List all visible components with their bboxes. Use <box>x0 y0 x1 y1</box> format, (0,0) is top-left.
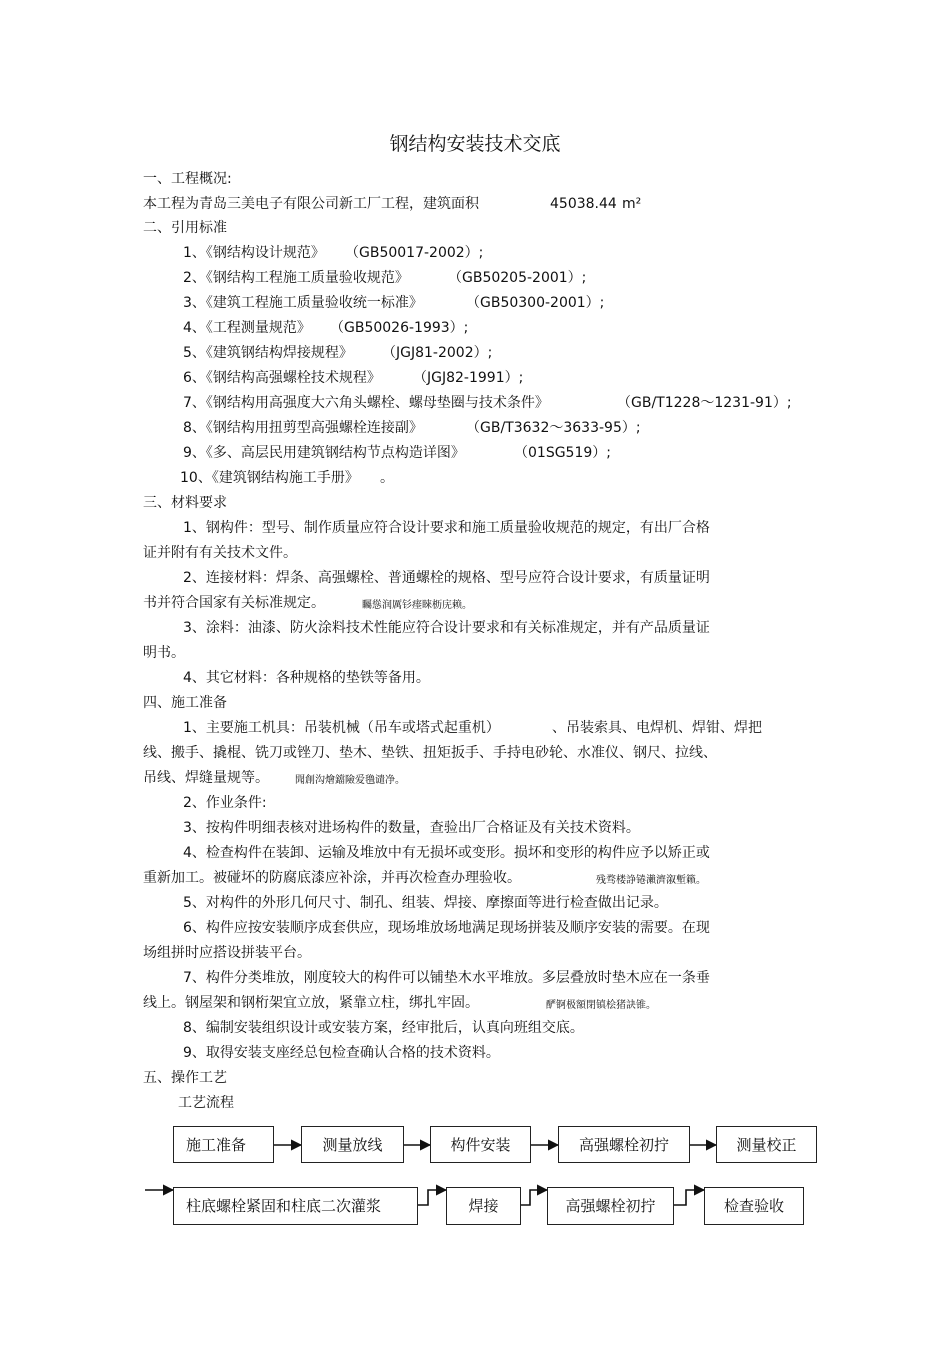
flow-step-label: 焊接 <box>468 1197 499 1215</box>
standard-code: （GB50026-1993）; <box>330 320 469 336</box>
flow-step-inspection-acceptance <box>704 1187 804 1225</box>
standard-name: 4、《工程测量规范》 <box>183 320 311 336</box>
noise-text: 酽锕极額閉镇桧猪訣锥。 <box>546 1000 656 1011</box>
flow-step-column-base-grouting <box>173 1187 418 1225</box>
paragraph-line: 证并附有有关技术文件。 <box>143 545 297 561</box>
paragraph-line: 1、主要施工机具：吊装机械（吊车或塔式起重机） <box>183 720 500 736</box>
flow-arrow <box>418 1190 446 1205</box>
standard-code: （JGJ82-1991）; <box>413 370 524 386</box>
section-3-heading: 三、材料要求 <box>143 495 227 511</box>
standard-code: （GB/T1228～1231-91）; <box>617 395 792 411</box>
flow-step-label: 测量校正 <box>736 1135 797 1154</box>
standard-name: 5、《建筑钢结构焊接规程》 <box>183 345 353 361</box>
paragraph-line: 4、检查构件在装卸、运输及堆放中有无损坏或变形。损坏和变形的构件应予以矫正或 <box>183 845 710 861</box>
standard-code: （JGJ81-2002）; <box>382 345 493 361</box>
standard-name: 2、《钢结构工程施工质量验收规范》 <box>183 270 409 286</box>
flow-step-member-install <box>430 1126 531 1163</box>
standard-name: 1、《钢结构设计规范》 <box>183 245 325 261</box>
section-1-heading: 一、工程概况: <box>143 171 232 187</box>
standard-code: （01SG519）; <box>514 445 611 461</box>
paragraph-line: 2、连接材料：焊条、高强螺栓、普通螺栓的规格、型号应符合设计要求，有质量证明 <box>183 570 710 586</box>
paragraph-line: 3、涂料：油漆、防火涂料技术性能应符合设计要求和有关标准规定，并有产品质量证 <box>183 620 710 636</box>
paragraph-line: 线、搬手、撬棍、铣刀或锉刀、垫木、垫铁、扭矩扳手、手持电砂轮、水准仪、钢尺、拉线、 <box>143 745 717 761</box>
standard-name: 10、《建筑钢结构施工手册》 <box>180 470 359 486</box>
flow-step-label: 测量放线 <box>322 1135 383 1154</box>
paragraph-line: 线上。钢屋架和钢桁架宜立放，紧靠立柱，绑扎牢固。 <box>143 995 479 1011</box>
standard-code: （GB50205-2001）; <box>448 270 587 286</box>
standard-code: （GB/T3632～3633-95）; <box>466 420 641 436</box>
standard-code: （GB50017-2002）; <box>345 245 484 261</box>
paragraph-line: 书并符合国家有关标准规定。 <box>143 595 325 611</box>
building-area-value: 45038.44 <box>550 196 617 212</box>
noise-text: 残骛楼諍锩瀨濟溆塹籟。 <box>596 875 706 886</box>
flow-arrow <box>674 1190 704 1205</box>
flow-arrow <box>521 1190 547 1205</box>
document-title: 钢结构安装技术交底 <box>389 133 561 155</box>
flow-step-welding <box>446 1187 521 1225</box>
flow-step-bolt-initial-tightening <box>558 1126 690 1163</box>
paragraph-line: 吊线、焊缝量规等。 <box>143 770 269 786</box>
paragraph-line: 9、取得安装支座经总包检查确认合格的技术资料。 <box>183 1045 500 1061</box>
paragraph-line: 4、其它材料：各种规格的垫铁等备用。 <box>183 670 430 686</box>
paragraph-line: 6、构件应按安装顺序成套供应，现场堆放场地满足现场拼装及顺序安装的需要。在现 <box>183 920 710 936</box>
paragraph-line: 明书。 <box>143 645 185 661</box>
flow-step-label: 构件安装 <box>450 1135 511 1154</box>
flow-step-survey-layout <box>301 1126 404 1163</box>
flow-step-label: 高强螺栓初拧 <box>565 1197 656 1215</box>
standard-name: 3、《建筑工程施工质量验收统一标准》 <box>183 295 423 311</box>
standard-name: 7、《钢结构用高强度大六角头螺栓、螺母垫圈与技术条件》 <box>183 395 549 411</box>
standard-name: 6、《钢结构高强螺栓技术规程》 <box>183 370 381 386</box>
paragraph-line: 5、对构件的外形几何尺寸、制孔、组装、焊接、摩擦面等进行检查做出记录。 <box>183 895 668 911</box>
paragraph-line: 、吊装索具、电焊机、焊钳、焊把 <box>552 720 762 736</box>
paragraph-line: 场组拼时应搭设拼装平台。 <box>143 945 311 961</box>
standard-code: 。 <box>380 470 394 486</box>
flow-step-label: 高强螺栓初拧 <box>578 1135 669 1154</box>
paragraph-line: 重新加工。被碰坏的防腐底漆应补涂，并再次检查办理验收。 <box>143 870 521 886</box>
flow-step-label: 柱底螺栓紧固和柱底二次灌浆 <box>186 1197 382 1215</box>
flow-step-survey-correction <box>716 1126 817 1163</box>
section-5-heading: 五、操作工艺 <box>143 1070 227 1086</box>
paragraph-line: 7、构件分类堆放，刚度较大的构件可以铺垫木水平堆放。多层叠放时垫木应在一条垂 <box>183 970 710 986</box>
section-2-heading: 二、引用标准 <box>143 220 227 236</box>
paragraph-line: 3、按构件明细表核对进场构件的数量，查验出厂合格证及有关技术资料。 <box>183 820 640 836</box>
paragraph-line: 8、编制安装组织设计或安装方案，经审批后，认真向班组交底。 <box>183 1020 584 1036</box>
flow-step-label: 施工准备 <box>186 1135 247 1154</box>
noise-text: 聞創沟燴鐺險爱氇谴净。 <box>295 775 405 786</box>
paragraph-line: 2、作业条件: <box>183 795 267 811</box>
flow-step-bolt-tightening <box>547 1187 674 1225</box>
flow-step-label: 检查验收 <box>723 1197 784 1215</box>
paragraph-line: 1、钢构件：型号、制作质量应符合设计要求和施工质量验收规范的规定，有出厂合格 <box>183 520 710 536</box>
flow-step-construction-prep <box>173 1126 274 1163</box>
process-flow-subheading: 工艺流程 <box>178 1095 234 1111</box>
standard-name: 9、《多、高层民用建筑钢结构节点构造详图》 <box>183 445 465 461</box>
noise-text: 矚慫润厲钐瘗睞枥庑赖。 <box>362 600 472 611</box>
section-1-text: 本工程为青岛三美电子有限公司新工厂工程，建筑面积 <box>143 196 479 212</box>
standard-code: （GB50300-2001）; <box>466 295 605 311</box>
section-4-heading: 四、施工准备 <box>143 695 227 711</box>
standard-name: 8、《钢结构用扭剪型高强螺栓连接副》 <box>183 420 423 436</box>
building-area-unit: m² <box>622 196 642 212</box>
